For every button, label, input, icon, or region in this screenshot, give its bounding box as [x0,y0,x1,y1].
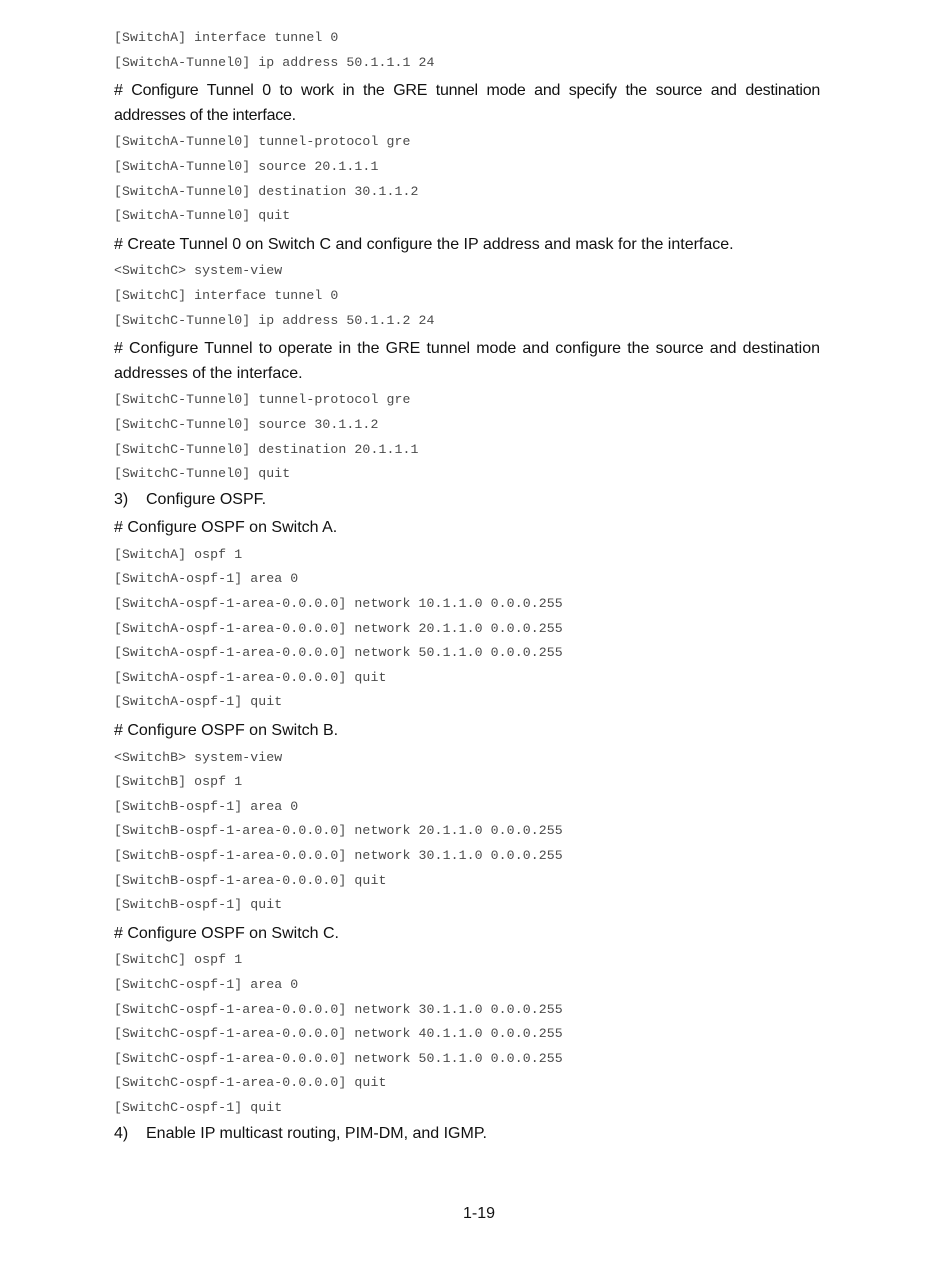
instruction-paragraph: # Configure Tunnel 0 to work in the GRE tunnel mode and specify the source and destination addresses of the interface. [114,82,820,124]
instruction-paragraph: # Create Tunnel 0 on Switch C and configure the IP address and mask for the interface. [114,235,734,253]
code-line: [SwitchC] ospf 1 [114,952,243,968]
step-heading [114,488,820,513]
step-heading [114,1122,820,1147]
code-line: [SwitchA] interface tunnel 0 [114,30,339,45]
code-line: [SwitchA-Tunnel0] tunnel-protocol gre [114,134,411,150]
code-line: [SwitchB-ospf-1] quit [114,897,283,913]
step-title: Enable IP multicast routing, PIM-DM, and IGMP. [146,1124,487,1142]
instruction-paragraph: # Configure Tunnel to operate in the GRE tunnel mode and configure the source and destination addresses of the interface. [114,340,820,382]
page-number: 1-19 [462,1205,496,1222]
instruction-paragraph: # Configure OSPF on Switch C. [114,924,339,942]
code-line: [SwitchC-Tunnel0] source 30.1.1.2 [114,416,379,432]
code-line: [SwitchA-ospf-1-area-0.0.0.0] quit [114,669,387,685]
code-line: [SwitchC-ospf-1-area-0.0.0.0] network 50.1.1.0 0.0.0.255 [114,1050,563,1066]
step-title: Configure OSPF. [146,490,267,508]
code-line: [SwitchA-ospf-1] area 0 [114,571,299,587]
code-line: [SwitchB-ospf-1-area-0.0.0.0] network 20.1.1.0 0.0.0.255 [114,823,563,839]
code-line: [SwitchC-ospf-1] quit [114,1099,283,1115]
code-line: <SwitchB> system-view [114,749,283,765]
instruction-paragraph: # Configure OSPF on Switch B. [114,722,339,740]
code-line: [SwitchA-ospf-1-area-0.0.0.0] network 20.1.1.0 0.0.0.255 [114,620,563,636]
code-line: [SwitchB-ospf-1-area-0.0.0.0] network 30.1.1.0 0.0.0.255 [114,848,563,863]
code-line: [SwitchC] interface tunnel 0 [114,287,339,303]
code-line: [SwitchC-ospf-1-area-0.0.0.0] network 40.1.1.0 0.0.0.255 [114,1026,563,1042]
code-line: [SwitchB] ospf 1 [114,774,243,790]
code-line: [SwitchA-ospf-1-area-0.0.0.0] network 50.1.1.0 0.0.0.255 [114,645,563,661]
code-line: <SwitchC> system-view [114,263,283,279]
code-line: [SwitchA-Tunnel0] source 20.1.1.1 [114,158,379,174]
step-number: 4) [114,1124,129,1142]
code-line: [SwitchC-Tunnel0] quit [114,466,291,482]
code-line: [SwitchC-ospf-1-area-0.0.0.0] network 30.1.1.0 0.0.0.255 [114,1001,563,1017]
code-line: [SwitchB-ospf-1-area-0.0.0.0] quit [114,872,387,888]
code-line: [SwitchA-Tunnel0] destination 30.1.1.2 [114,183,419,199]
code-line: [SwitchA-Tunnel0] ip address 50.1.1.1 24 [114,54,435,70]
code-line: [SwitchB-ospf-1] area 0 [114,798,299,814]
code-line: [SwitchA-Tunnel0] quit [114,208,291,224]
step-number: 3) [114,490,129,508]
document-body [114,26,820,1148]
code-line: [SwitchA] ospf 1 [114,546,243,562]
code-line: [SwitchA-ospf-1] quit [114,694,283,710]
code-line: [SwitchC-Tunnel0] ip address 50.1.1.2 24 [114,312,435,328]
code-line: [SwitchC-Tunnel0] destination 20.1.1.1 [114,441,419,457]
code-line: [SwitchC-ospf-1-area-0.0.0.0] quit [114,1075,387,1091]
code-line: [SwitchC-ospf-1] area 0 [114,976,299,992]
instruction-paragraph: # Configure OSPF on Switch A. [114,519,338,537]
code-line: [SwitchC-Tunnel0] tunnel-protocol gre [114,392,411,408]
code-line: [SwitchA-ospf-1-area-0.0.0.0] network 10.1.1.0 0.0.0.255 [114,596,563,612]
